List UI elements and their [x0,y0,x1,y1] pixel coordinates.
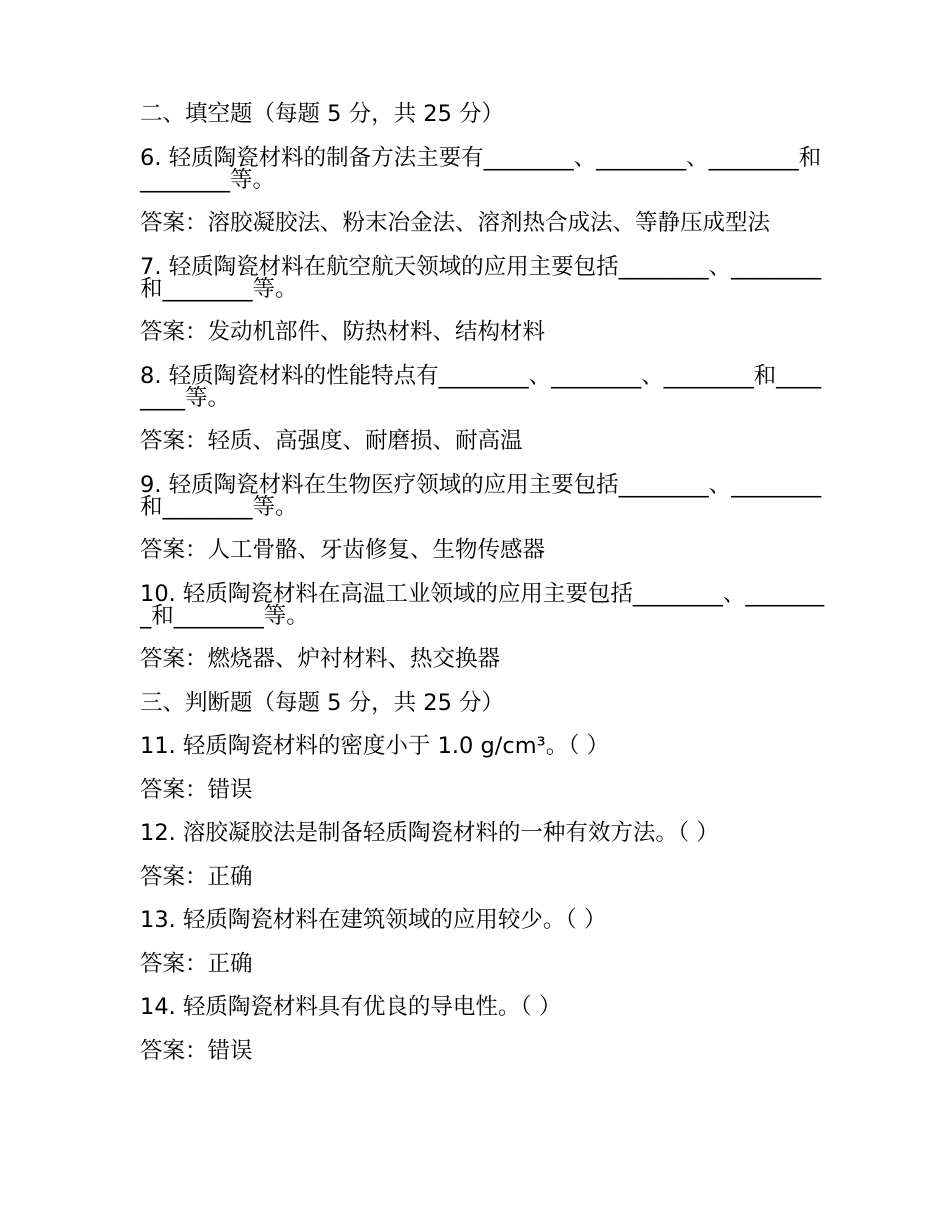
question-6: 6. 轻质陶瓷材料的制备方法主要有________、________、________和________等。 [140,144,822,193]
answer-12: 答案：正确 [140,863,253,890]
question-7: 7. 轻质陶瓷材料在航空航天领域的应用主要包括________、________和________等。 [140,253,822,302]
question-13: 13. 轻质陶瓷材料在建筑领域的应用较少。（ ） [140,907,607,933]
question-9: 9. 轻质陶瓷材料在生物医疗领域的应用主要包括________、________和________等。 [140,471,822,520]
section-heading-true-false: 三、判断题（每题 5 分，共 25 分） [140,689,505,716]
answer-11: 答案：错误 [140,776,253,803]
answer-8: 答案：轻质、高强度、耐磨损、耐高温 [140,428,523,454]
question-12: 12. 溶胶凝胶法是制备轻质陶瓷材料的一种有效方法。（ ） [140,820,719,846]
answer-13: 答案：正确 [140,950,253,977]
section-heading-fill-in: 二、填空题（每题 5 分，共 25 分） [140,101,505,127]
question-8: 8. 轻质陶瓷材料的性能特点有________、________、________和________等。 [140,362,822,411]
answer-10: 答案：燃烧器、炉衬材料、热交换器 [140,646,501,672]
question-11: 11. 轻质陶瓷材料的密度小于 1.0 g/cm³。（ ） [140,733,610,759]
answer-6: 答案：溶胶凝胶法、粉末冶金法、溶剂热合成法、等静压成型法 [140,210,771,236]
question-14: 14. 轻质陶瓷材料具有优良的导电性。（ ） [140,994,562,1020]
document-page [140,103,830,1062]
answer-7: 答案：发动机部件、防热材料、结构材料 [140,319,546,345]
answer-9: 答案：人工骨骼、牙齿修复、生物传感器 [140,537,546,563]
answer-14: 答案：错误 [140,1037,253,1064]
question-10: 10. 轻质陶瓷材料在高温工业领域的应用主要包括________、________和________等。 [140,580,825,629]
